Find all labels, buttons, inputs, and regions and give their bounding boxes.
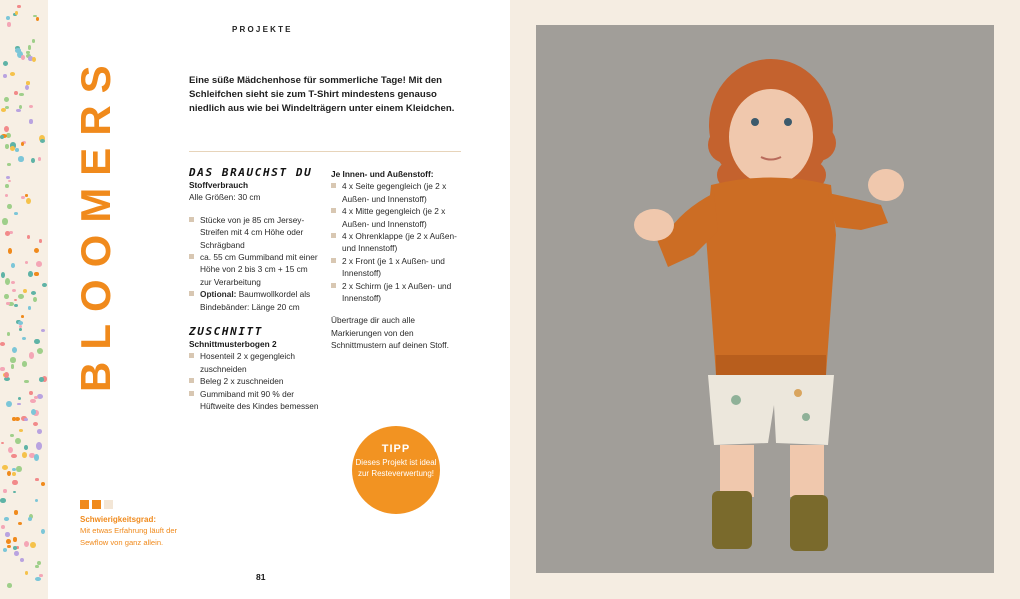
confetti-dot bbox=[37, 394, 43, 399]
divider bbox=[189, 151, 461, 152]
confetti-dot bbox=[10, 146, 15, 151]
confetti-dot bbox=[0, 367, 4, 371]
confetti-dot bbox=[25, 261, 28, 264]
square-bullet-icon bbox=[189, 378, 194, 383]
confetti-dot bbox=[5, 106, 9, 109]
confetti-dot bbox=[14, 299, 17, 301]
difficulty-rating bbox=[80, 500, 190, 509]
confetti-dot bbox=[3, 489, 6, 493]
page-number: 81 bbox=[256, 572, 266, 582]
confetti-dot bbox=[18, 522, 22, 525]
cut-heading: ZUSCHNITT bbox=[189, 325, 264, 339]
list-item bbox=[189, 288, 319, 313]
confetti-dot bbox=[15, 148, 19, 151]
confetti-dot bbox=[8, 447, 13, 453]
confetti-dot bbox=[15, 11, 18, 15]
confetti-dot bbox=[25, 571, 28, 575]
confetti-dot bbox=[14, 304, 18, 307]
confetti-dot bbox=[3, 548, 7, 552]
list-item: Hosenteil 2 x gegengleich zuschneiden bbox=[189, 350, 319, 375]
confetti-dot bbox=[18, 321, 24, 325]
difficulty-square-icon bbox=[104, 500, 113, 509]
confetti-dot bbox=[28, 45, 32, 50]
confetti-dot bbox=[26, 81, 31, 84]
confetti-dot bbox=[41, 529, 46, 535]
fabric-sizes: Alle Größen: 30 cm bbox=[189, 192, 261, 203]
needs-heading: DAS BRAUCHST DU bbox=[189, 166, 313, 179]
confetti-dot bbox=[25, 85, 29, 90]
tip-text: Dieses Projekt ist ideal zur Resteverwertung! bbox=[355, 458, 437, 478]
confetti-dot bbox=[29, 352, 35, 358]
confetti-dot bbox=[17, 5, 20, 8]
confetti-dot bbox=[7, 332, 11, 336]
confetti-dot bbox=[7, 545, 11, 549]
list-item: 4 x Mitte gegengleich (je 2 x Außen- und Innenstoff) bbox=[331, 205, 461, 230]
confetti-dot bbox=[28, 306, 31, 309]
confetti-dot bbox=[22, 361, 27, 366]
confetti-dot bbox=[21, 55, 26, 60]
list-item: 4 x Seite gegengleich (je 2 x Außen- und Innenstoff) bbox=[331, 180, 461, 205]
confetti-dot bbox=[6, 539, 11, 544]
confetti-dot bbox=[23, 289, 27, 293]
confetti-dot bbox=[34, 248, 40, 254]
confetti-dot bbox=[36, 17, 39, 21]
confetti-dot bbox=[37, 348, 43, 354]
confetti-dot bbox=[36, 442, 42, 449]
confetti-dot bbox=[34, 339, 40, 345]
confetti-dot bbox=[20, 558, 24, 562]
confetti-dot bbox=[24, 541, 30, 547]
page-title: BLOOMERS bbox=[72, 53, 119, 392]
confetti-dot bbox=[22, 452, 28, 458]
confetti-dot bbox=[0, 135, 4, 139]
confetti-dot bbox=[10, 72, 15, 76]
confetti-dot bbox=[38, 157, 41, 161]
confetti-dot bbox=[13, 491, 16, 494]
confetti-dot bbox=[16, 466, 22, 473]
fabric-list-heading: Je Innen- und Außenstoff: bbox=[331, 169, 434, 179]
photo-illustration bbox=[536, 25, 994, 573]
list-item: Beleg 2 x zuschneiden bbox=[189, 375, 319, 387]
confetti-dot bbox=[39, 574, 43, 577]
cut-sub: Schnittmusterbogen 2 bbox=[189, 339, 277, 350]
confetti-dot bbox=[35, 499, 38, 502]
section-label: PROJEKTE bbox=[232, 25, 293, 34]
confetti-dot bbox=[35, 565, 38, 568]
difficulty-square-icon bbox=[80, 500, 89, 509]
confetti-dot bbox=[39, 239, 42, 243]
confetti-dot bbox=[42, 283, 47, 287]
square-bullet-icon bbox=[331, 233, 336, 238]
confetti-dot bbox=[28, 271, 32, 277]
confetti-dot bbox=[2, 465, 8, 470]
fabric-note: Übertrage dir auch alle Markierungen von den Schnittmustern auf deinen Stoff. bbox=[331, 315, 449, 351]
confetti-dot bbox=[7, 583, 12, 587]
confetti-border bbox=[0, 0, 48, 599]
confetti-dot bbox=[5, 144, 9, 149]
square-bullet-icon bbox=[189, 217, 194, 222]
difficulty-text: Mit etwas Erfahrung läuft der Sewflow von ganz allein. bbox=[80, 526, 178, 547]
confetti-dot bbox=[5, 231, 10, 236]
confetti-dot bbox=[17, 403, 20, 405]
confetti-dot bbox=[4, 517, 9, 521]
confetti-dot bbox=[1, 272, 6, 278]
confetti-dot bbox=[34, 454, 40, 461]
confetti-dot bbox=[12, 480, 17, 486]
confetti-dot bbox=[6, 176, 10, 179]
confetti-dot bbox=[0, 498, 6, 503]
confetti-dot bbox=[8, 248, 12, 254]
confetti-dot bbox=[12, 289, 16, 292]
confetti-dot bbox=[24, 380, 28, 383]
confetti-dot bbox=[6, 302, 9, 305]
confetti-dot bbox=[10, 434, 14, 437]
confetti-dot bbox=[19, 328, 22, 332]
confetti-dot bbox=[18, 294, 24, 299]
confetti-dot bbox=[14, 212, 19, 215]
confetti-dot bbox=[24, 418, 28, 421]
child-photo bbox=[536, 25, 994, 573]
list-item: 4 x Ohrenklappe (je 2 x Außen- und Innenstoff) bbox=[331, 230, 461, 255]
confetti-dot bbox=[14, 551, 18, 556]
confetti-dot bbox=[4, 97, 10, 103]
confetti-dot bbox=[39, 377, 44, 381]
list-item: Gummiband mit 90 % der Hüftweite des Kindes bemessen bbox=[189, 388, 319, 413]
confetti-dot bbox=[11, 263, 15, 268]
square-bullet-icon bbox=[189, 391, 194, 396]
confetti-dot bbox=[3, 61, 9, 66]
confetti-dot bbox=[5, 532, 10, 536]
confetti-dot bbox=[13, 537, 17, 541]
confetti-dot bbox=[18, 156, 24, 161]
difficulty-square-icon bbox=[92, 500, 101, 509]
confetti-dot bbox=[0, 342, 5, 346]
list-item: 2 x Schirm (je 1 x Außen- und Innenstoff) bbox=[331, 280, 461, 305]
list-item: ca. 55 cm Gummiband mit einer Höhe von 2 bis 3 cm + 15 cm zur Verarbeitung bbox=[189, 251, 319, 288]
confetti-dot bbox=[36, 261, 42, 267]
optional-label: Optional: bbox=[200, 289, 237, 300]
fabric-heading: Stoffverbrauch bbox=[189, 180, 249, 190]
confetti-dot bbox=[35, 577, 41, 581]
confetti-dot bbox=[14, 510, 18, 514]
confetti-dot bbox=[1, 525, 5, 529]
square-bullet-icon bbox=[189, 291, 194, 296]
confetti-dot bbox=[31, 291, 36, 295]
confetti-dot bbox=[5, 278, 10, 285]
square-bullet-icon bbox=[189, 254, 194, 259]
confetti-dot bbox=[34, 272, 38, 276]
confetti-dot bbox=[18, 397, 21, 400]
confetti-dot bbox=[6, 401, 12, 408]
confetti-dot bbox=[2, 218, 8, 224]
confetti-dot bbox=[33, 15, 36, 17]
difficulty-heading: Schwierigkeitsgrad: bbox=[80, 515, 157, 524]
confetti-dot bbox=[27, 235, 31, 239]
confetti-dot bbox=[7, 204, 11, 209]
confetti-dot bbox=[30, 399, 36, 403]
confetti-dot bbox=[16, 109, 21, 112]
confetti-dot bbox=[13, 546, 17, 550]
confetti-dot bbox=[6, 16, 10, 20]
confetti-dot bbox=[19, 105, 23, 110]
confetti-dot bbox=[30, 542, 36, 548]
optional-text: Baumwollkordel als Bindebänder: Länge 20 cm bbox=[200, 289, 311, 312]
confetti-dot bbox=[41, 329, 45, 332]
confetti-dot bbox=[26, 198, 31, 205]
confetti-dot bbox=[19, 93, 24, 96]
list-item: 2 x Front (je 1 x Außen- und Innenstoff) bbox=[331, 255, 461, 280]
square-bullet-icon bbox=[331, 258, 336, 263]
confetti-dot bbox=[15, 438, 21, 444]
confetti-dot bbox=[32, 39, 35, 42]
confetti-dot bbox=[33, 297, 37, 302]
confetti-dot bbox=[1, 442, 4, 445]
confetti-dot bbox=[7, 22, 11, 26]
confetti-dot bbox=[11, 364, 15, 368]
tip-badge bbox=[352, 426, 440, 514]
confetti-dot bbox=[26, 51, 29, 53]
confetti-dot bbox=[5, 184, 9, 188]
confetti-dot bbox=[11, 281, 16, 285]
confetti-dot bbox=[25, 194, 28, 197]
confetti-dot bbox=[35, 478, 38, 481]
confetti-dot bbox=[14, 91, 18, 95]
confetti-dot bbox=[10, 357, 16, 363]
confetti-dot bbox=[33, 422, 38, 426]
confetti-dot bbox=[32, 57, 36, 62]
confetti-dot bbox=[3, 74, 7, 78]
confetti-dot bbox=[15, 48, 21, 52]
confetti-dot bbox=[4, 126, 9, 132]
confetti-dot bbox=[4, 372, 9, 378]
confetti-dot bbox=[29, 119, 33, 123]
confetti-dot bbox=[21, 315, 24, 318]
materials-column bbox=[189, 166, 319, 413]
confetti-dot bbox=[7, 471, 11, 476]
confetti-dot bbox=[29, 391, 32, 395]
fabric-column bbox=[331, 168, 461, 352]
confetti-dot bbox=[12, 472, 16, 476]
square-bullet-icon bbox=[331, 283, 336, 288]
confetti-dot bbox=[40, 139, 45, 143]
intro-text: Eine süße Mädchenhose für sommerliche Tage! Mit den Schleifchen sieht sie zum T-Shirt mindestens genauso niedlich aus wie bei Windelträgern unter einem Kleidchen. bbox=[189, 75, 455, 115]
confetti-dot bbox=[41, 482, 45, 486]
confetti-dot bbox=[22, 337, 26, 340]
confetti-dot bbox=[19, 429, 23, 432]
confetti-dot bbox=[7, 163, 10, 166]
confetti-dot bbox=[5, 194, 8, 197]
confetti-dot bbox=[12, 347, 17, 353]
square-bullet-icon bbox=[331, 208, 336, 213]
square-bullet-icon bbox=[189, 353, 194, 358]
confetti-dot bbox=[8, 180, 11, 182]
confetti-dot bbox=[37, 429, 42, 434]
list-item: Stücke von je 85 cm Jersey-Streifen mit 4 cm Höhe oder Schrägband bbox=[189, 214, 319, 251]
confetti-dot bbox=[31, 158, 35, 163]
confetti-dot bbox=[9, 231, 12, 234]
confetti-dot bbox=[29, 105, 33, 108]
confetti-dot bbox=[21, 142, 24, 146]
square-bullet-icon bbox=[331, 183, 336, 188]
tip-heading: TIPP bbox=[381, 443, 411, 455]
confetti-dot bbox=[11, 454, 16, 458]
confetti-dot bbox=[4, 294, 8, 299]
confetti-dot bbox=[28, 517, 32, 521]
difficulty-box bbox=[80, 500, 190, 549]
confetti-dot bbox=[24, 445, 28, 449]
